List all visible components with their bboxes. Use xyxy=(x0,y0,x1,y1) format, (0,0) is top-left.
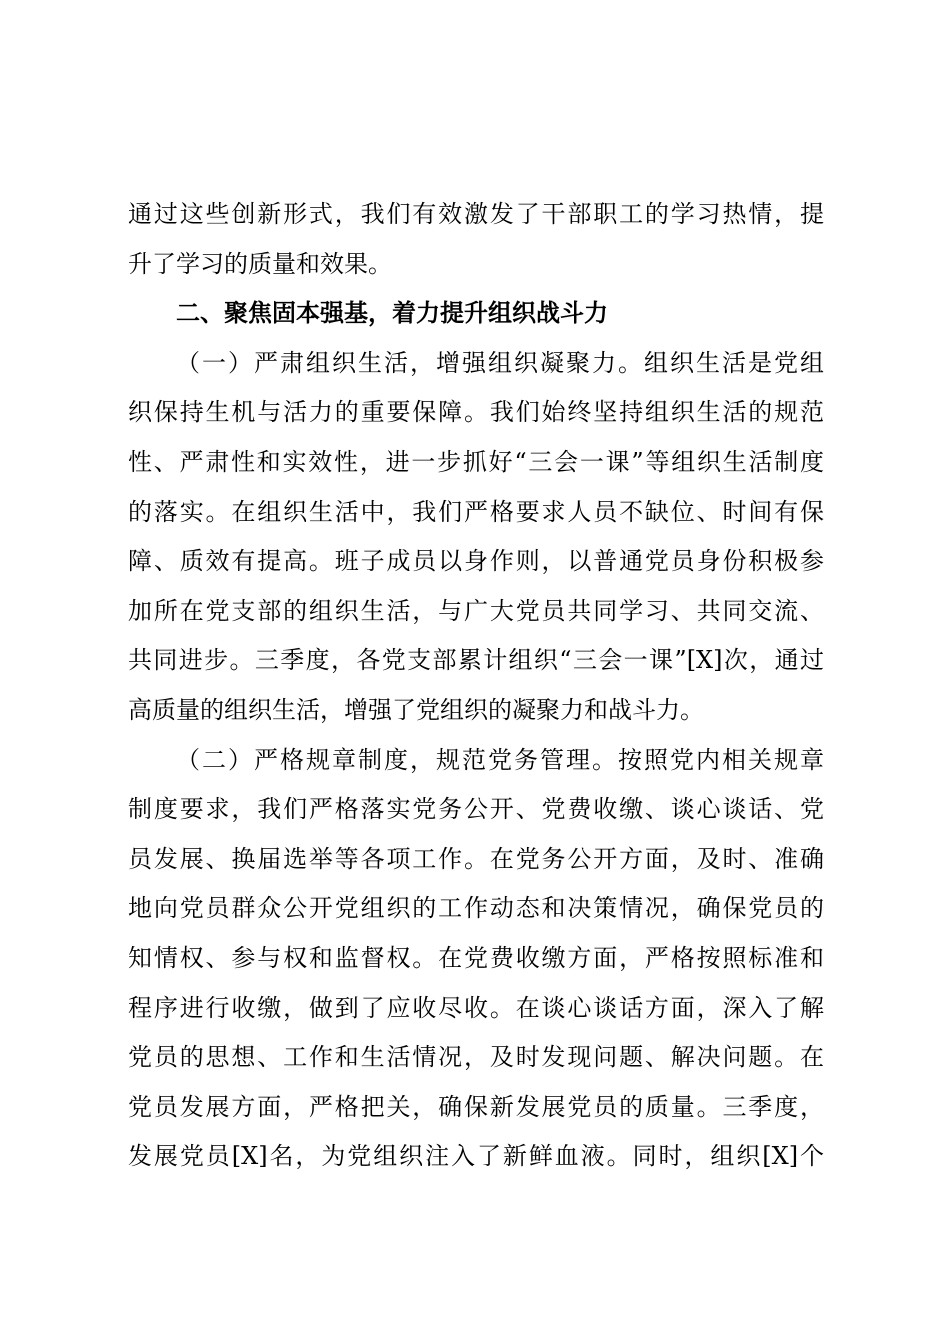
paragraph-line: 织保持生机与活力的重要保障。我们始终坚持组织生活的规范 xyxy=(128,398,824,427)
paragraph-line: 制度要求，我们严格落实党务公开、党费收缴、谈心谈话、党 xyxy=(128,795,824,824)
paragraph-line: （一）严肃组织生活，增强组织凝聚力。组织生活是党组 xyxy=(176,348,824,377)
paragraph-line: 高质量的组织生活，增强了党组织的凝聚力和战斗力。 xyxy=(128,695,704,724)
paragraph-line: （二）严格规章制度，规范党务管理。按照党内相关规章 xyxy=(176,745,824,774)
paragraph-line: 发展党员[X]名，为党组织注入了新鲜血液。同时，组织[X]个 xyxy=(128,1142,824,1171)
paragraph-line: 升了学习的质量和效果。 xyxy=(128,249,392,278)
paragraph-line: 地向党员群众公开党组织的工作动态和决策情况，确保党员的 xyxy=(128,894,824,923)
paragraph-line: 知情权、参与权和监督权。在党费收缴方面，严格按照标准和 xyxy=(128,943,824,972)
section-heading: 二、聚焦固本强基，着力提升组织战斗力 xyxy=(176,299,608,328)
paragraph-line: 加所在党支部的组织生活，与广大党员共同学习、共同交流、 xyxy=(128,596,824,625)
paragraph-line: 性、严肃性和实效性，进一步抓好“三会一课”等组织生活制度 xyxy=(128,447,824,476)
paragraph-line: 通过这些创新形式，我们有效激发了干部职工的学习热情，提 xyxy=(128,200,824,228)
paragraph-line: 共同进步。三季度，各党支部累计组织“三会一课”[X]次，通过 xyxy=(128,646,824,675)
paragraph-line: 的落实。在组织生活中，我们严格要求人员不缺位、时间有保 xyxy=(128,497,824,526)
paragraph-line: 党员的思想、工作和生活情况，及时发现问题、解决问题。在 xyxy=(128,1043,824,1072)
document-body xyxy=(128,190,824,1182)
paragraph-line: 障、质效有提高。班子成员以身作则，以普通党员身份积极参 xyxy=(128,547,824,576)
paragraph-line: 程序进行收缴，做到了应收尽收。在谈心谈话方面，深入了解 xyxy=(128,993,824,1022)
paragraph-line: 党员发展方面，严格把关，确保新发展党员的质量。三季度， xyxy=(128,1092,824,1121)
paragraph-line: 员发展、换届选举等各项工作。在党务公开方面，及时、准确 xyxy=(128,844,824,873)
